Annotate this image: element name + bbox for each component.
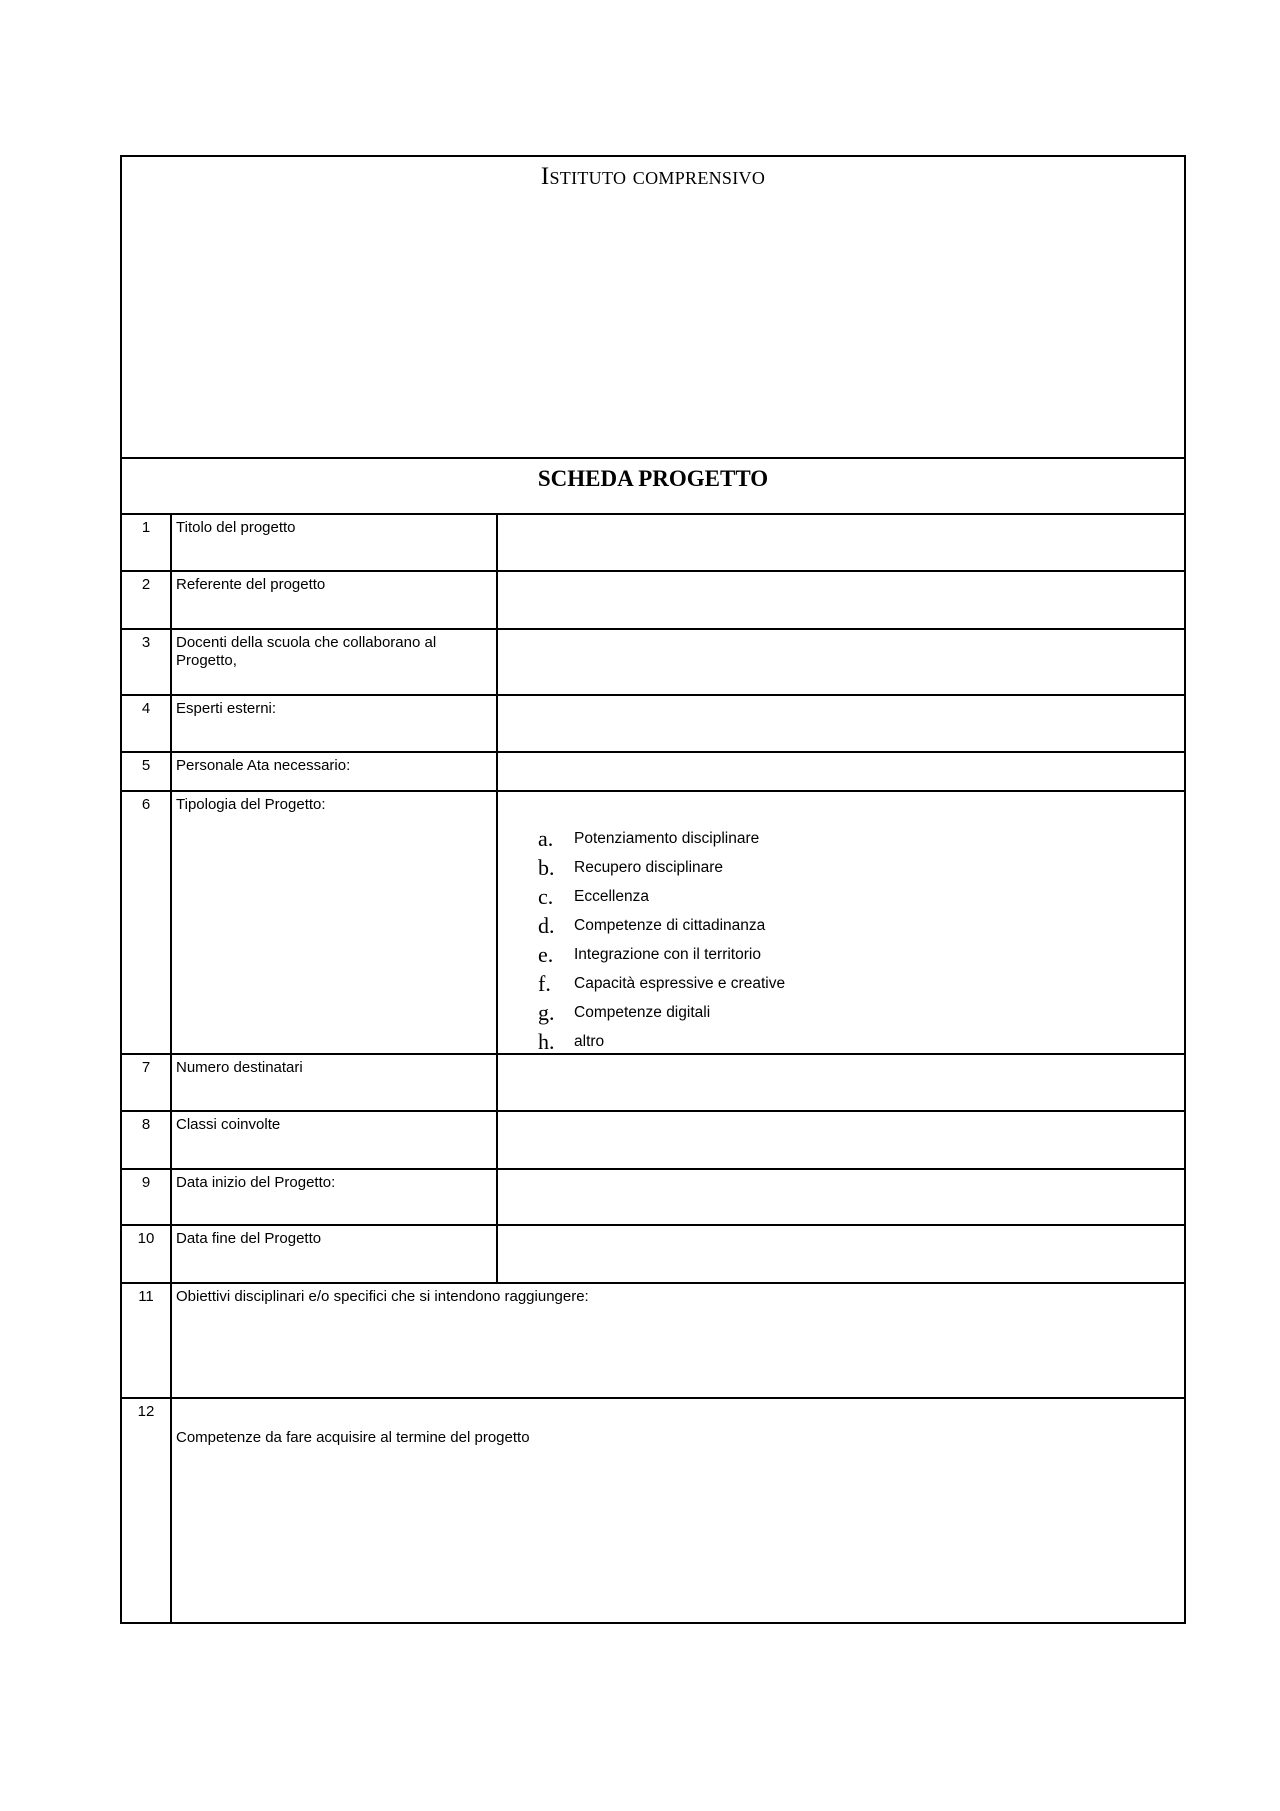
list-text: Competenze digitali [574,1003,711,1021]
form-title: SCHEDA PROGETTO [537,466,769,491]
table-row [122,513,1184,570]
institute-header [122,157,1184,459]
row-label: Referente del progetto [172,572,498,628]
row-label: Data inizio del Progetto: [172,1170,498,1224]
table-row [122,694,1184,751]
table-row [122,1053,1184,1110]
table-row [122,1168,1184,1224]
list-text: altro [574,1032,605,1050]
table-row [122,790,1184,1053]
list-item[interactable] [538,853,785,882]
start-date-field[interactable] [498,1170,1184,1224]
list-letter: f. [538,970,551,996]
row-number: 5 [122,753,172,790]
row-number: 11 [122,1284,172,1397]
row-number: 4 [122,696,172,751]
row-number: 8 [122,1112,172,1168]
list-item[interactable] [538,1027,785,1056]
project-type-options [498,792,1184,1053]
row-number: 1 [122,515,172,570]
row-label: Tipologia del Progetto: [172,792,498,1053]
row-label: Classi coinvolte [172,1112,498,1168]
project-title-field[interactable] [498,515,1184,570]
competences-field[interactable]: Competenze da fare acquisire al termine del progetto [176,1429,530,1446]
list-letter: b. [538,854,555,880]
list-text: Recupero disciplinare [574,858,724,876]
row-label: Esperti esterni: [172,696,498,751]
row-number: 10 [122,1226,172,1282]
row-label: Personale Ata necessario: [172,753,498,790]
table-row [122,751,1184,790]
list-item[interactable] [538,940,785,969]
table-row [122,1397,1184,1622]
row-number: 12 [122,1399,172,1622]
end-date-field[interactable] [498,1226,1184,1282]
list-letter: d. [538,912,555,938]
row-label: Data fine del Progetto [172,1226,498,1282]
row-number: 9 [122,1170,172,1224]
list-letter: a. [538,825,554,851]
list-text: Eccellenza [574,887,649,905]
ata-staff-field[interactable] [498,753,1184,790]
external-experts-field[interactable] [498,696,1184,751]
row-number: 6 [122,792,172,1053]
collaborating-teachers-field[interactable] [498,630,1184,694]
row-label: Titolo del progetto [172,515,498,570]
recipients-count-field[interactable] [498,1055,1184,1110]
row-label: Numero destinatari [172,1055,498,1110]
row-number: 7 [122,1055,172,1110]
list-item[interactable] [538,824,785,853]
list-letter: h. [538,1028,555,1054]
list-text: Integrazione con il territorio [574,945,761,963]
table-row [122,1282,1184,1397]
project-form [120,155,1186,1624]
list-item[interactable] [538,882,785,911]
list-item[interactable] [538,911,785,940]
objectives-field[interactable]: Obiettivi disciplinari e/o specifici che si intendono raggiungere: [176,1288,589,1305]
list-text: Capacità espressive e creative [574,974,786,992]
institute-title: Istituto comprensivo [540,163,766,190]
list-text: Potenziamento disciplinare [574,829,760,847]
list-letter: c. [538,883,554,909]
row-number: 3 [122,630,172,694]
classes-involved-field[interactable] [498,1112,1184,1168]
project-referent-field[interactable] [498,572,1184,628]
list-letter: g. [538,999,555,1025]
row-label: Docenti della scuola che collaborano al Progetto, [172,630,498,694]
list-text: Competenze di cittadinanza [574,916,766,934]
table-row [122,570,1184,628]
project-type-list [538,824,785,1056]
list-item[interactable] [538,998,785,1027]
row-number: 2 [122,572,172,628]
table-row [122,1110,1184,1168]
list-item[interactable] [538,969,785,998]
list-letter: e. [538,941,554,967]
table-row [122,1224,1184,1282]
table-row [122,628,1184,694]
